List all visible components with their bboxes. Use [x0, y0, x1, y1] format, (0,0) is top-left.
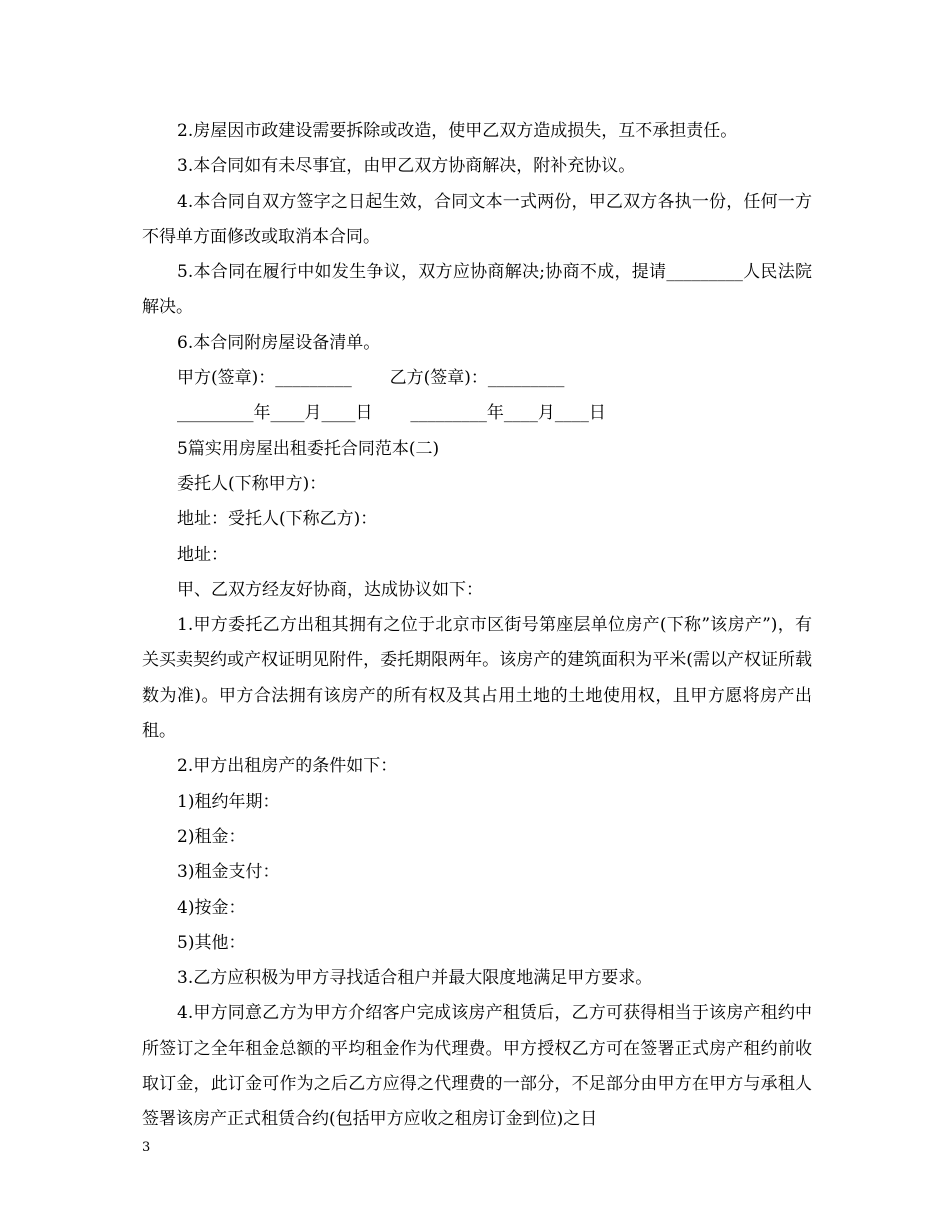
condition-item: 1)租约年期： — [177, 791, 280, 812]
paragraph-clause-3: 3.本合同如有未尽事宜，由甲乙双方协商解决，附补充协议。 — [177, 156, 636, 177]
paragraph-clause-2: 2.房屋因市政建设需要拆除或改造，使甲乙双方造成损失，互不承担责任。 — [177, 121, 738, 141]
paragraph-clause-6: 6.本合同附房屋设备清单。 — [177, 332, 381, 353]
condition-item: 4)按金： — [177, 897, 246, 918]
document-body — [142, 114, 812, 1138]
page-number: 3 — [142, 1140, 151, 1155]
signature-line: 甲方(签章)：_________ 乙方(签章)：_________ — [177, 368, 565, 389]
party-address: 地址： — [177, 544, 228, 565]
party-address-agent: 地址：受托人(下称乙方)： — [177, 509, 378, 530]
paragraph-clause-4: 4.本合同自双方签字之日起生效，合同文本一式两份，甲乙双方各执一份，任何一方不得单方面修改或取消本合同。 — [142, 191, 812, 247]
paragraph-clause-5: 5.本合同在履行中如发生争议，双方应协商解决;协商不成，提请_________人民法院解决。 — [142, 262, 812, 318]
condition-item: 5)其他： — [177, 932, 246, 953]
condition-item: 2)租金： — [177, 826, 246, 847]
party-client: 委托人(下称甲方)： — [177, 473, 327, 494]
signature-date-line: _________年____月____日 _________年____月____日 — [177, 403, 606, 424]
condition-item: 3)租金支付： — [177, 862, 280, 883]
clause-entrust-4: 4.甲方同意乙方为甲方介绍客户完成该房产租赁后，乙方可获得相当于该房产租约中所签订之全年租金总额的平均租金作为代理费。甲方授权乙方可在签署正式房产租约前收取订金，此订金可作为之后乙方应得之代理费的一部分，不足部分由甲方在甲方与承租人签署该房产正式租赁合约(包括甲方应收之租房订金到位)之日 — [142, 1003, 812, 1130]
clause-entrust-1: 1.甲方委托乙方出租其拥有之位于北京市区街号第座层单位房产(下称”该房产”)，有关买卖契约或产权证明见附件，委托期限两年。该房产的建筑面积为平米(需以产权证所载数为准)。甲方合法拥有该房产的所有权及其占用土地的土地使用权，且甲方愿将房产出租。 — [142, 615, 812, 742]
agreement-intro: 甲、乙双方经友好协商，达成协议如下： — [177, 579, 483, 600]
section-title: 5篇实用房屋出租委托合同范本(二) — [177, 438, 440, 459]
clause-entrust-2: 2.甲方出租房产的条件如下： — [177, 756, 398, 777]
clause-entrust-3: 3.乙方应积极为甲方寻找适合租户并最大限度地满足甲方要求。 — [177, 968, 653, 989]
